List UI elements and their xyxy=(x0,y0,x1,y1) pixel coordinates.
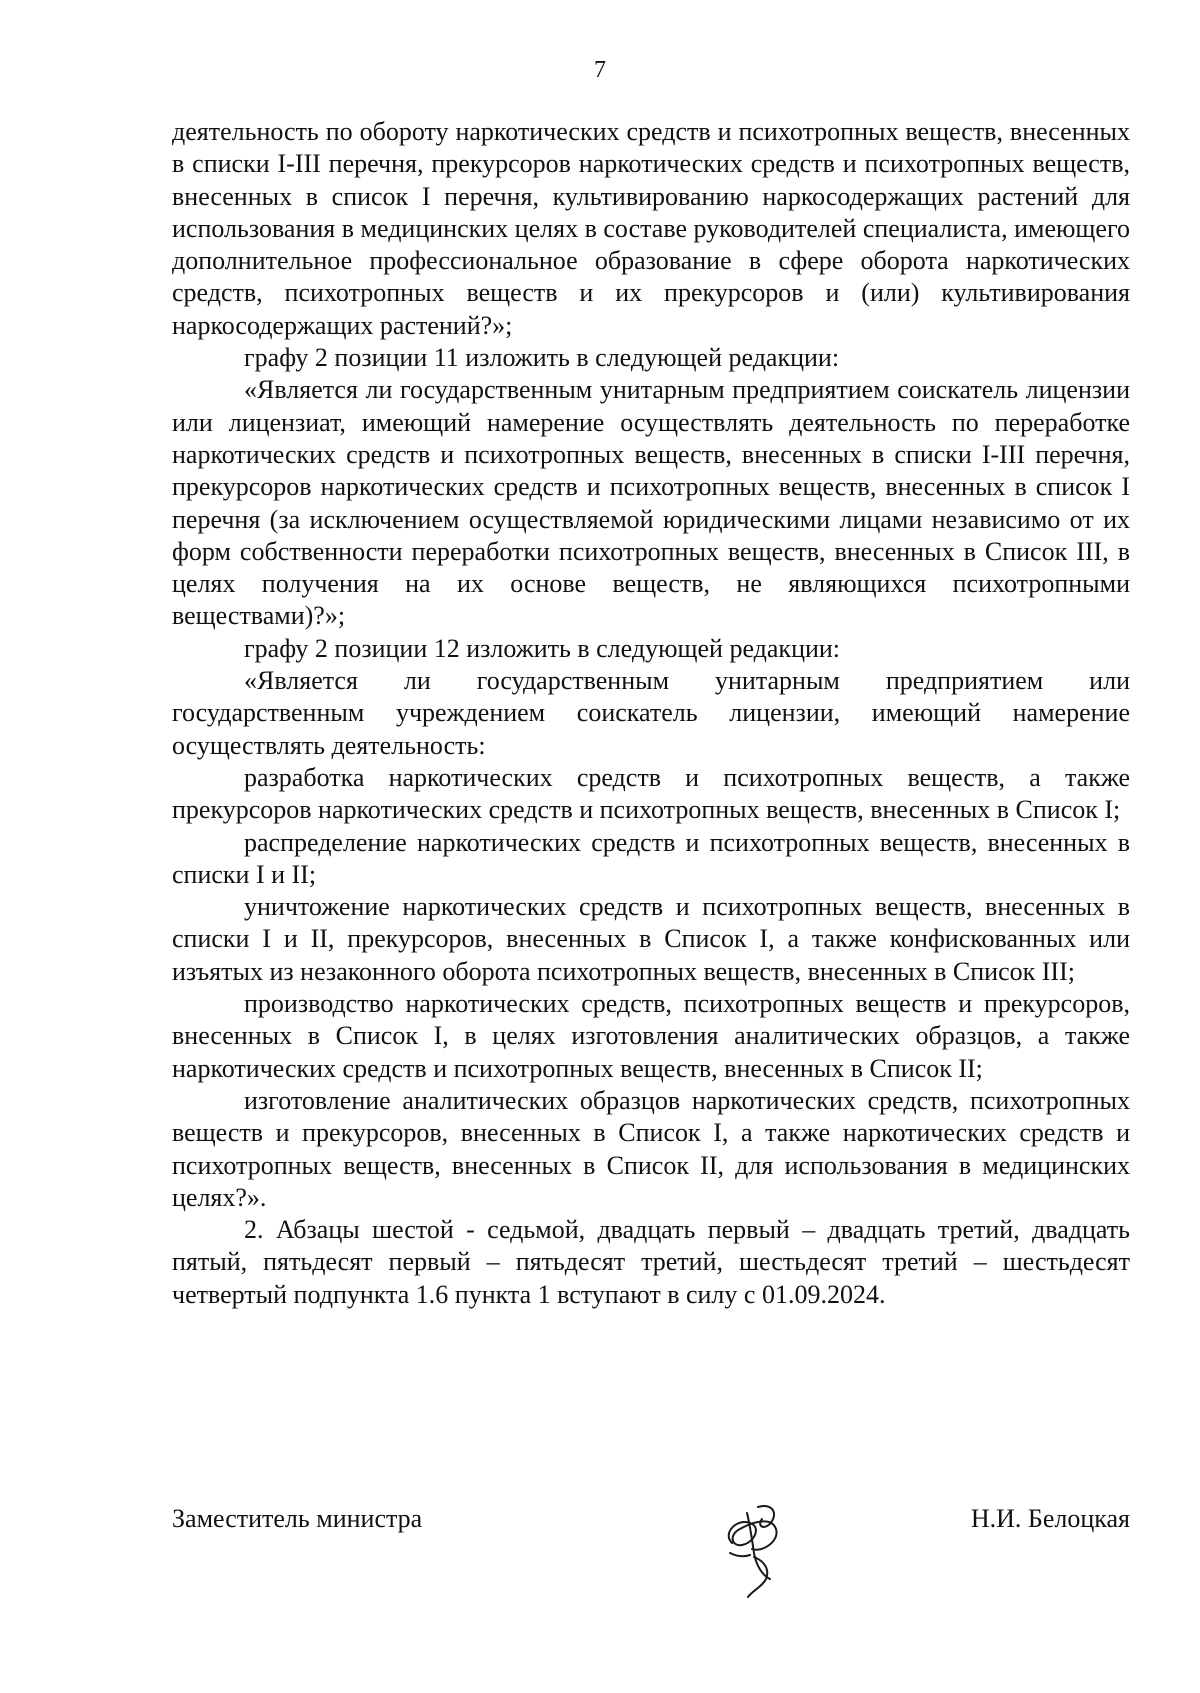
paragraph-8: уничтожение наркотических средств и психотропных веществ, внесенных в списки I и II, прекурсоров, внесенных в Список I, а также конфискованных или изъятых из незаконного оборота психотропных веществ, внесенных в Список III; xyxy=(172,892,1130,986)
paragraph-11: 2. Абзацы шестой - седьмой, двадцать первый – двадцать третий, двадцать пятый, пятьдесят первый – пятьдесят третий, шестьдесят третий – шестьдесят четвертый подпункта 1.6 пункта 1 вступают в силу с 01.09.2024. xyxy=(172,1215,1130,1309)
paragraph-5: «Является ли государственным унитарным предприятием или государственным учреждением соискатель лицензии, имеющий намерение осуществлять деятельность: xyxy=(172,666,1130,760)
paragraph-10: изготовление аналитических образцов наркотических средств, психотропных веществ и прекурсоров, внесенных в Список I, а также наркотических средств и психотропных веществ, внесенных в Список II, для использования в медицинских целях?». xyxy=(172,1085,1130,1212)
paragraph-6: разработка наркотических средств и психотропных веществ, а также прекурсоров наркотических средств и психотропных веществ, внесенных в Список I; xyxy=(172,762,1130,825)
signatory-position: Заместитель министра xyxy=(172,1504,423,1533)
paragraph-4: графу 2 позиции 12 изложить в следующей редакции: xyxy=(244,633,841,663)
paragraph-1: деятельность по обороту наркотических средств и психотропных веществ, внесенных в списки I-III перечня, прекурсоров наркотических средств и психотропных веществ, внесенных в список I перечня, культивированию наркосодержащих растений для использования в медицинских целях в составе руководителей специалиста, имеющего дополнительное профессиональное образование в сфере оборота наркотических средств, психотропных веществ и их прекурсоров и (или) культивирования наркосодержащих растений?»; xyxy=(172,117,1130,340)
paragraph-9: производство наркотических средств, психотропных веществ и прекурсоров, внесенных в Список I, в целях изготовления аналитических образцов, а также наркотических средств и психотропных веществ, внесенных в Список II; xyxy=(172,989,1130,1083)
paragraph-3: «Является ли государственным унитарным предприятием соискатель лицензии или лицензиат, имеющий намерение осуществлять деятельность по переработке наркотических средств и психотропных веществ, внесенных в списки I-III перечня, прекурсоров наркотических средств и психотропных веществ, внесенных в список I перечня (за исключением осуществляемой юридическими лицами независимо от их форм собственности переработки психотропных веществ, внесенных в Список III, в целях получения на их основе веществ, не являющихся психотропными веществами)?»; xyxy=(172,375,1130,631)
signatory-name: Н.И. Белоцкая xyxy=(970,1504,1130,1533)
paragraph-7: распределение наркотических средств и психотропных веществ, внесенных в списки I и II; xyxy=(172,827,1130,889)
signature-block xyxy=(172,1503,1130,1623)
handwritten-signature xyxy=(692,1483,812,1603)
document-body xyxy=(172,116,1130,1311)
page-number: 7 xyxy=(594,57,606,83)
paragraph-2: графу 2 позиции 11 изложить в следующей редакции: xyxy=(244,343,840,373)
